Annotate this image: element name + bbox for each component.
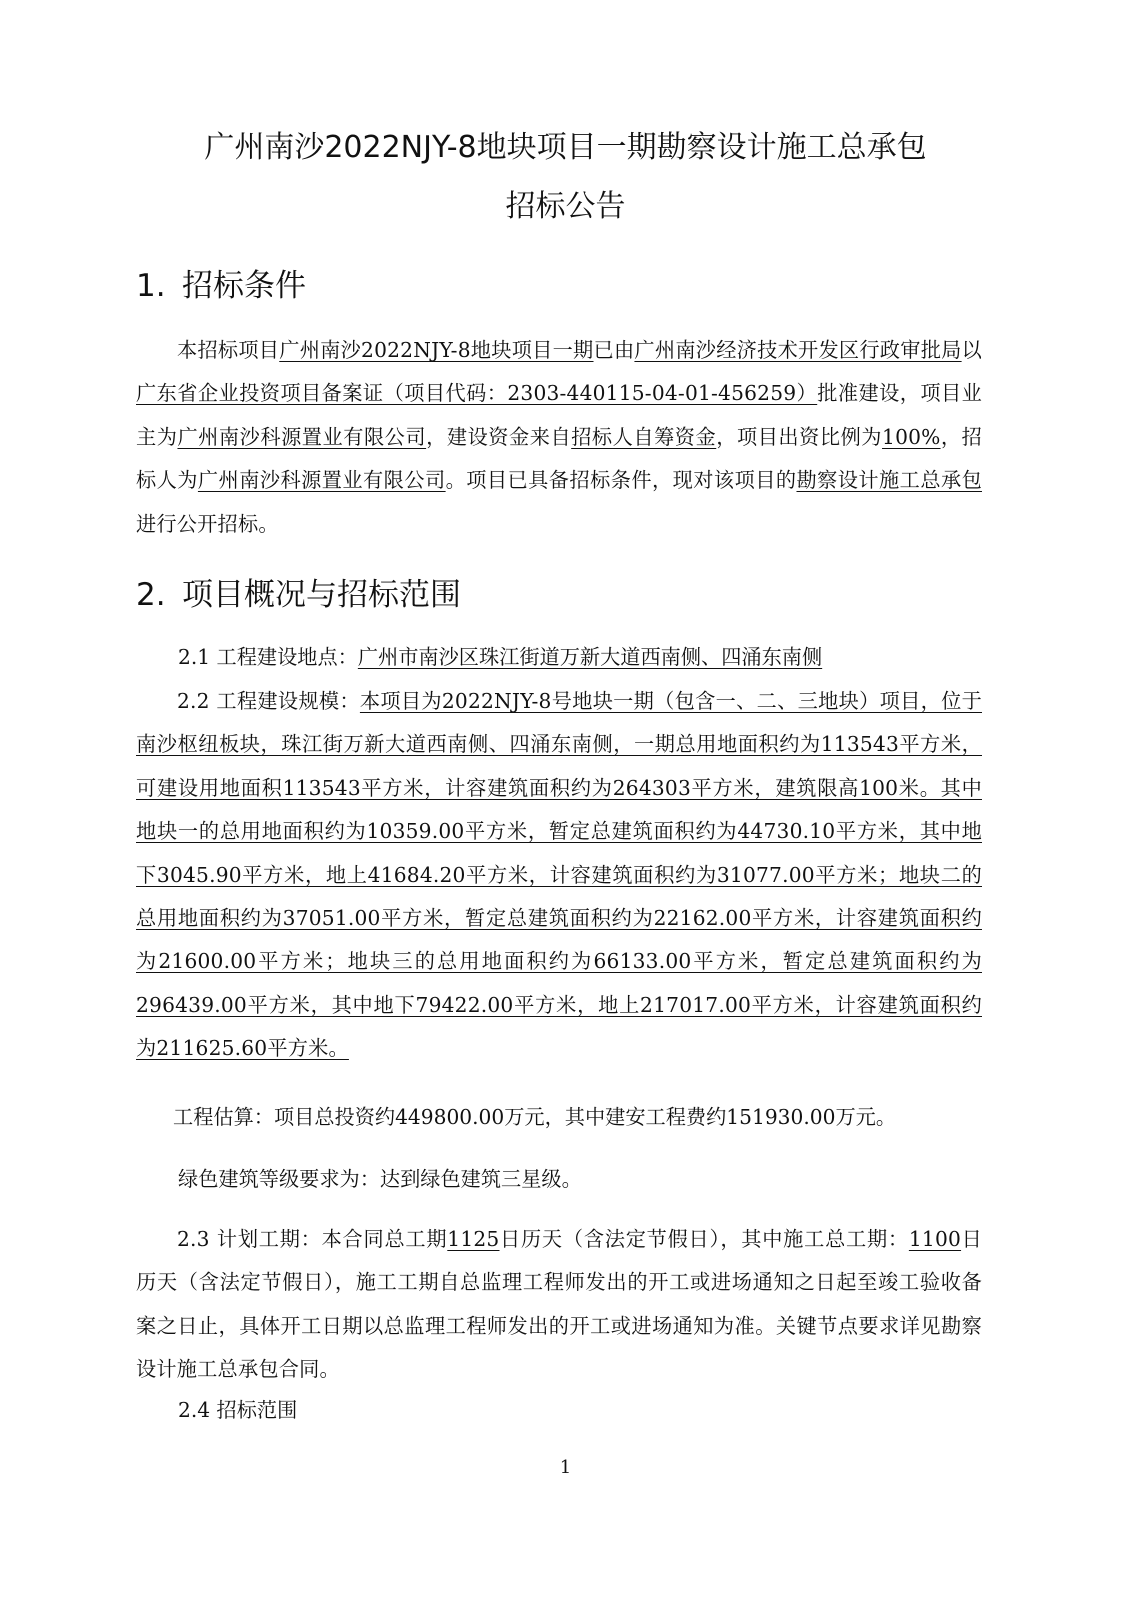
construction-location <box>178 636 1024 679</box>
document-title: 广州南沙2022NJY-8地块项目一期勘察设计施工总承包 <box>204 130 927 165</box>
cost-estimate: 工程估算：项目总投资约449800.00万元，其中建安工程费约151930.00万元。 <box>173 1105 897 1129</box>
tenderer: 广州南沙科源置业有限公司 <box>197 468 446 493</box>
project-name: 广州南沙2022NJY-8地块项目一期 <box>279 338 594 362</box>
document-subtitle: 招标公告 <box>505 189 626 224</box>
planned-schedule <box>136 1218 982 1392</box>
funding-ratio: 100% <box>882 424 941 449</box>
text-run: 已由 <box>593 338 635 362</box>
scale-label: 2.2 工程建设规模： <box>177 689 360 713</box>
location-label: 2.1 工程建设地点： <box>178 645 358 669</box>
text-run: ，项目出资比例为 <box>716 424 883 449</box>
text-run: 本招标项目 <box>177 338 280 362</box>
section-2-heading <box>136 575 461 615</box>
text-run: 进行公开招标。 <box>136 511 279 536</box>
approval-authority: 广州南沙经济技术开发区行政审批局 <box>634 338 962 362</box>
page-number: 1 <box>559 1457 572 1478</box>
text-run: 以 <box>961 338 982 362</box>
construction-scale <box>136 680 982 1071</box>
section-2-title: 项目概况与招标范围 <box>182 577 461 613</box>
text-run: ，招标人为 <box>136 424 982 493</box>
approval-document: 广东省企业投资项目备案证（项目代码：2303-440115-04-01-456259） <box>136 381 818 406</box>
tender-scope-label: 2.4 招标范围 <box>178 1398 298 1422</box>
section-2-number: 2. <box>136 577 166 613</box>
section-1-title: 招标条件 <box>182 268 306 304</box>
text-run: ，建设资金来自 <box>426 424 572 449</box>
green-building-requirement: 绿色建筑等级要求为：达到绿色建筑三星级。 <box>178 1167 582 1191</box>
construction-duration-days: 1100 <box>908 1227 962 1251</box>
text-run: 日历天（含法定节假日），施工工期自总监理工程师发出的开工或进场通知之日起至竣工验收备案之日止，具体开工日期以总监理工程师发出的开工或进场通知为准。关键节点要求详见勘察设计施工总承包合同。 <box>136 1227 983 1382</box>
section-1-number: 1. <box>136 268 166 304</box>
location-value: 广州市南沙区珠江街道万新大道西南侧、四涌东南侧 <box>357 645 823 669</box>
text-run: 日历天（含法定节假日），其中施工总工期： <box>499 1227 909 1251</box>
section-1-heading <box>136 266 306 306</box>
tender-conditions-paragraph <box>136 329 982 546</box>
tender-scope-type: 勘察设计施工总承包 <box>796 468 982 493</box>
text-run: 。项目已具备招标条件，现对该项目的 <box>445 468 797 493</box>
project-owner: 广州南沙科源置业有限公司 <box>177 424 427 449</box>
text-run: 批准建设，项目业主为 <box>136 381 983 449</box>
text-run: 2.3 计划工期：本合同总工期 <box>177 1227 448 1251</box>
funding-source: 招标人自筹资金 <box>571 424 717 449</box>
total-duration-days: 1125 <box>447 1227 500 1251</box>
scale-value: 本项目为2022NJY-8号地块一期（包含一、二、三地块）项目，位于南沙枢纽板块，珠江街万新大道西南侧、四涌东南侧，一期总用地面积约为113543平方米，可建设用地面积113543平方米，计容建筑面积约为264303平方米，建筑限高100米。其中地块一的总用地面积约为10359.00平方米，暂定总建筑面积约为44730.10平方米，其中地下3045.90平方米，地上41684.20平方米，计容建筑面积约为31077.00平方米；地块二的总用地面积约为37051.00平方米，暂定总建筑面积约为22162.00平方米，计容建筑面积约为21600.00平方米；地块三的总用地面积约为66133.00平方米，暂定总建筑面积约为296439.00平方米，其中地下79422.00平方米，地上217017.00平方米，计容建筑面积约为211625.60平方米。 <box>136 689 982 1061</box>
